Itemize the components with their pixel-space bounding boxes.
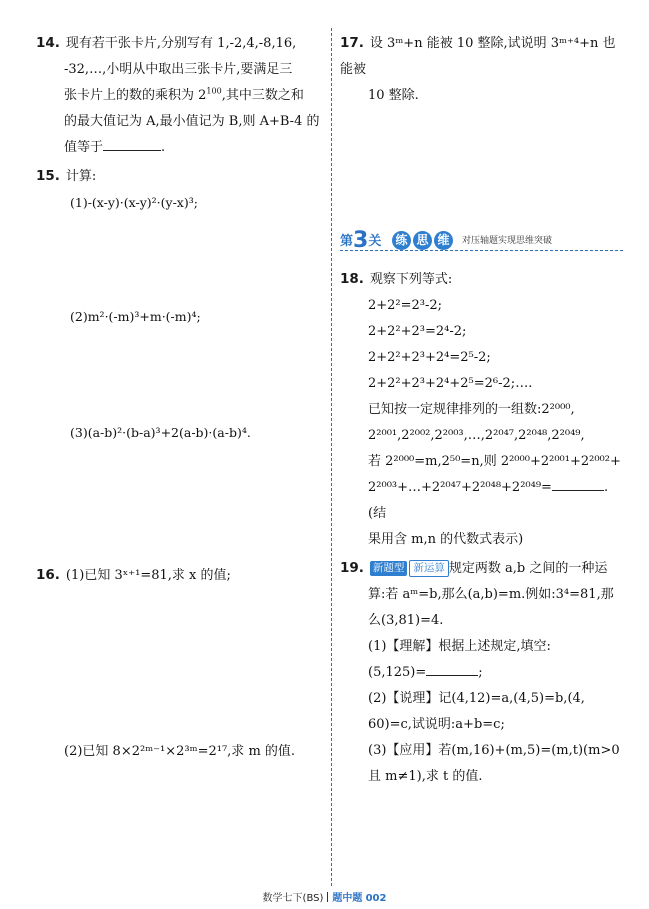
section-banner: [340, 230, 625, 252]
problem-15: [36, 163, 324, 444]
problem-number: 16.: [36, 567, 60, 583]
banner-description: 对压轴题实现思维突破: [462, 236, 553, 246]
problem-number: 17.: [340, 35, 364, 51]
new-operation-tag: 新运算: [409, 560, 449, 577]
problem-line: 且 m≠1),求 t 的值.: [368, 769, 483, 784]
problem-14: [36, 30, 324, 161]
banner-char: 思: [413, 231, 432, 250]
column-divider: [331, 28, 332, 886]
problem-number: 14.: [36, 35, 60, 51]
equation-line: 2+2²=2³-2;: [368, 298, 443, 313]
right-column-lower: [340, 266, 625, 790]
problem-line: 算:若 aᵐ=b,那么(a,b)=m.例如:3⁴=81,那: [368, 587, 614, 602]
footer-separator: [327, 892, 328, 902]
problem-line: 2²⁰⁰¹,2²⁰⁰²,2²⁰⁰³,…,2²⁰⁴⁷,2²⁰⁴⁸,2²⁰⁴⁹,: [368, 428, 585, 443]
problem-17: [340, 30, 625, 109]
problem-title: 观察下列等式:: [369, 272, 453, 287]
problem-line: -32,…,小明从中取出三张卡片,要满足三: [64, 62, 293, 77]
page-number: 002: [365, 893, 387, 904]
problem-18: [340, 266, 625, 553]
problem-line: 60)=c,试说明:a+b=c;: [368, 717, 505, 732]
subproblem-3: (3)(a-b)²·(b-a)³+2(a-b)·(a-b)⁴.: [70, 425, 251, 440]
subproblem-1: (1)-(x-y)·(x-y)²·(y-x)³;: [70, 195, 198, 210]
equation-line: 2+2²+2³+2⁴+2⁵=2⁶-2;….: [368, 376, 533, 391]
problem-16: [36, 562, 324, 765]
problem-number: 15.: [36, 168, 60, 184]
subproblem-1: (1)已知 3ˣ⁺¹=81,求 x 的值;: [65, 568, 231, 583]
right-column: [340, 30, 625, 109]
problem-line: 值等于 .: [64, 140, 166, 155]
banner-char: 练: [392, 231, 411, 250]
problem-line: 张卡片上的数的乘积为 $2^{100}$,其中三数之和: [64, 86, 304, 103]
equation-line: 2+2²+2³=2⁴-2;: [368, 324, 467, 339]
problem-line: 10 整除.: [368, 88, 419, 103]
problem-line: 若 2²⁰⁰⁰=m,2⁵⁰=n,则 2²⁰⁰⁰+2²⁰⁰¹+2²⁰⁰²+: [368, 454, 621, 469]
problem-line: 现有若干张卡片,分别写有 1,-2,4,-8,16,: [65, 36, 297, 51]
problem-line: (1)【理解】根据上述规定,填空:: [368, 639, 551, 654]
problem-line: 2²⁰⁰³+…+2²⁰⁴⁷+2²⁰⁴⁸+2²⁰⁴⁹= .(结: [368, 480, 609, 521]
footer-book-label: 数学七下(BS): [262, 893, 324, 904]
left-column: [36, 30, 324, 765]
answer-blank[interactable]: [426, 663, 478, 676]
subproblem-2: (2)已知 8×2²ᵐ⁻¹×2³ᵐ=2¹⁷,求 m 的值.: [64, 744, 296, 759]
problem-line: 果用含 m,n 的代数式表示): [368, 532, 524, 547]
footer-series-label: 题中题: [332, 893, 363, 904]
problem-line: 设 3ᵐ+n 能被 10 整除,试说明 3ᵐ⁺⁴+n 也能被: [340, 36, 616, 77]
problem-line: 的最大值记为 A,最小值记为 B,则 A+B-4 的: [64, 114, 320, 129]
page-footer: [0, 889, 649, 904]
banner-underline: [340, 250, 623, 251]
problem-line: 已知按一定规律排列的一组数:2²⁰⁰⁰,: [368, 402, 575, 417]
problem-number: 18.: [340, 271, 364, 287]
answer-blank[interactable]: [103, 138, 161, 151]
section-level-label: 第3关: [340, 228, 382, 253]
new-type-tag: 新题型: [370, 561, 408, 576]
problem-line: 规定两数 a,b 之间的一种运: [448, 561, 608, 576]
problem-line: (3)【应用】若(m,16)+(m,5)=(m,t)(m>0: [368, 743, 620, 758]
problem-line: 么(3,81)=4.: [368, 613, 444, 628]
banner-char: 维: [434, 231, 453, 250]
problem-number: 19.: [340, 560, 364, 576]
equation-line: 2+2²+2³+2⁴=2⁵-2;: [368, 350, 491, 365]
subproblem-2: (2)m²·(-m)³+m·(-m)⁴;: [70, 309, 201, 324]
problem-title: 计算:: [65, 169, 97, 184]
answer-blank[interactable]: [552, 478, 604, 491]
problem-line: (2)【说理】记(4,12)=a,(4,5)=b,(4,: [368, 691, 585, 706]
problem-19: [340, 555, 625, 790]
problem-line: (5,125)= ;: [368, 665, 483, 680]
